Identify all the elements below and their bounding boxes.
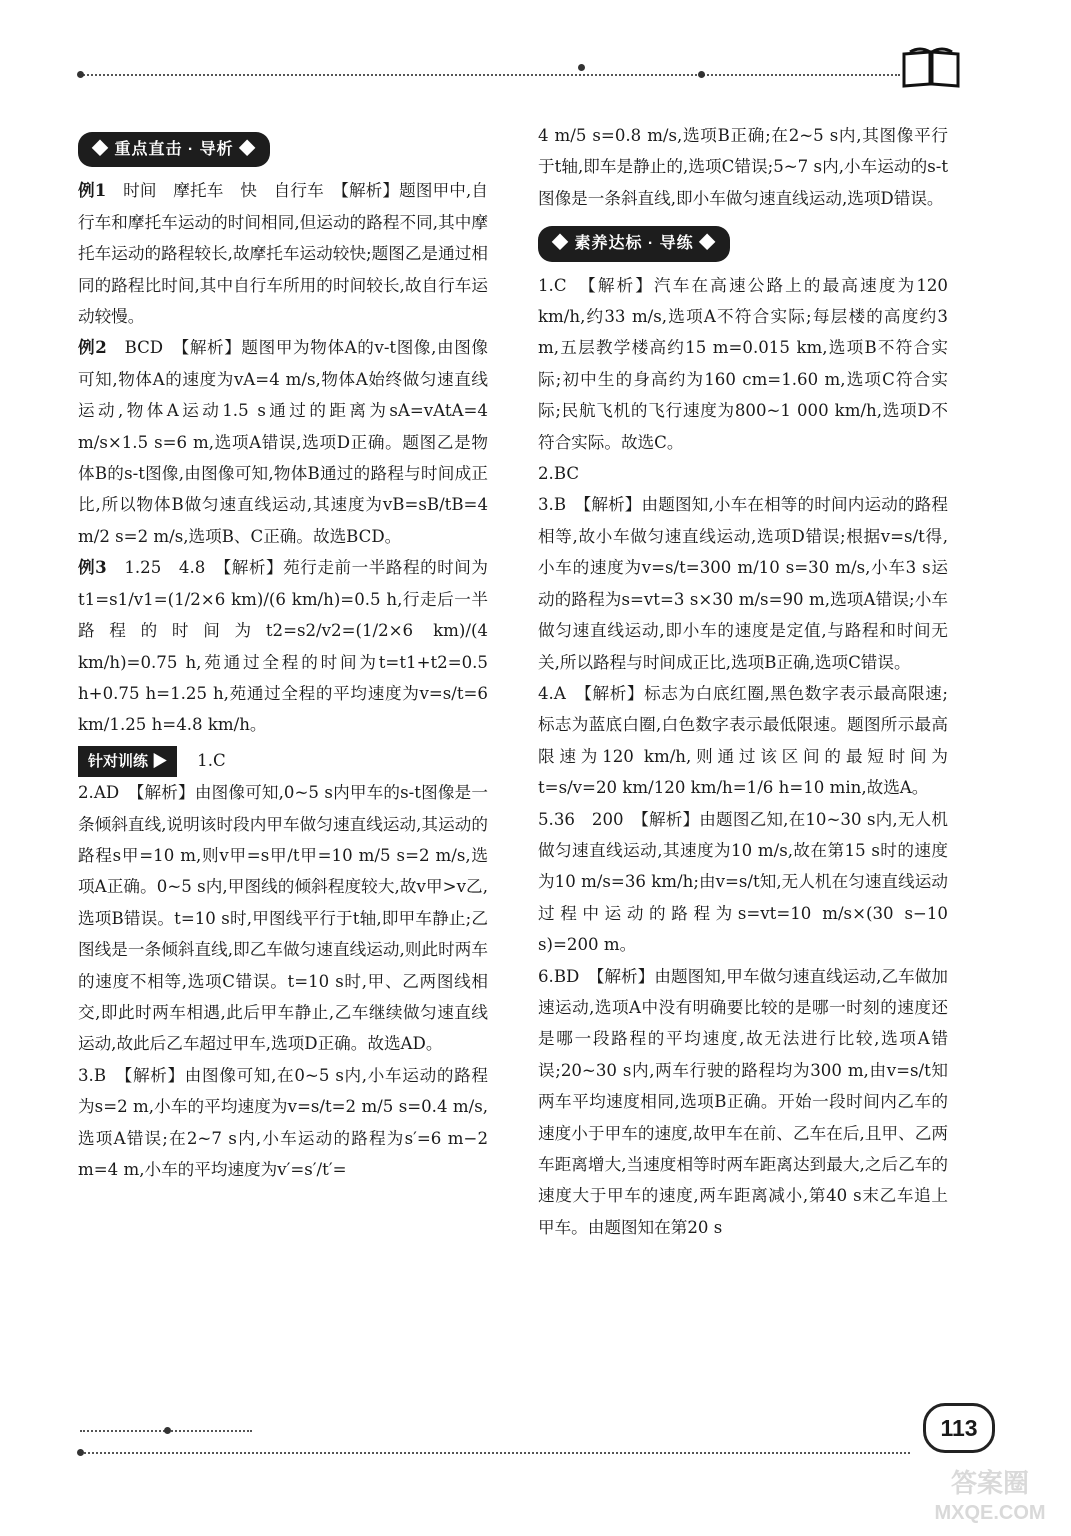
- example-label: 例2: [78, 337, 107, 358]
- practice-item: 3.B 【解析】由图像可知,在0~5 s内,小车运动的路程为s=2 m,小车的平均速度为v=s/t=2 m/5 s=0.4 m/s,选项A错误;在2~7 s内,小车运动的路程为s′=6 m−2 m=4 m,小车的平均速度为v′=s′/t′=: [78, 1065, 488, 1179]
- example-text: 时间 摩托车 快 自行车 【解析】题图甲中,自行车和摩托车运动的时间相同,但运动的路程不同,其中摩托车运动的路程较长,故摩托车运动较快;题图乙是通过相同的路程比时间,其中自行车所用的时间较长,故自行车运动较慢。: [78, 181, 489, 327]
- watermark-line: 答案圈: [950, 1468, 1029, 1498]
- example-text: 1.25 4.8 【解析】苑行走前一半路程的时间为t1=s1/v1=(1/2×6 km)/(6 km/h)=0.5 h,行走后一半路程的时间为t2=s2/v2=(1/2×6 km)/(4 km/h)=0.75 h,苑通过全程的时间为t=t1+t2=0.5 h+0.75 h=1.25 h,苑通过全程的平均速度为v=s/t=6 km/1.25 h=4.8 km/h。: [78, 558, 489, 735]
- bottom-rule-dot: [77, 1449, 84, 1456]
- exercise-item: 1.C 【解析】汽车在高速公路上的最高速度为120 km/h,约33 m/s,选项A不符合实际;每层楼的高度约3 m,五层教学楼高约15 m=0.015 km,选项B不符合实际;初中生的身高约为160 cm=1.60 m,选项C符合实际;民航飞机的飞行速度为800~1 000 km/h,选项D不符合实际。故选C。: [538, 275, 948, 452]
- exercise-item: 4.A 【解析】标志为白底红圈,黑色数字表示最高限速;标志为蓝底白圈,白色数字表示最低限速。题图所示最高限速为120 km/h,则通过该区间的最短时间为t=s/v=20 km/120 km/h=1/6 h=10 min,故选A。: [538, 683, 948, 798]
- bottom-rule-dot: [164, 1427, 171, 1434]
- top-dotted-rule: [80, 74, 900, 76]
- bottom-dotted-rule: [80, 1452, 910, 1454]
- exercise-item: 3.B 【解析】由题图知,小车在相等的时间内运动的路程相等,故小车做匀速直线运动,选项D错误;根据v=s/t得,小车的速度为v=s/t=300 m/10 s=30 m/s,小车3 s运动的路程为s=vt=3 s×30 m/s=90 m,选项A错误;小车做匀速直线运动,即小车的速度是定值,与路程和时间无关,所以路程与时间成正比,选项B正确,选项C错误。: [538, 495, 948, 672]
- practice-heading: [78, 745, 488, 777]
- section-banner-practice: ◆ 素养达标 · 导练 ◆: [538, 226, 730, 261]
- example-1: [78, 175, 488, 332]
- practice-answer-1: 1.C: [197, 750, 226, 770]
- top-rule-dot: [578, 64, 585, 71]
- example-3: [78, 552, 488, 740]
- page-number: 113: [923, 1403, 995, 1453]
- top-rule-dot: [698, 71, 705, 78]
- continued-text: 4 m/5 s=0.8 m/s,选项B正确;在2~5 s内,其图像平行于t轴,即车是静止的,选项C错误;5~7 s内,小车运动的s-t图像是一条斜直线,即小车做匀速直线运动,选项D错误。: [538, 126, 948, 208]
- example-label: 例1: [78, 180, 107, 201]
- exercise-item: 6.BD 【解析】由题图知,甲车做匀速直线运动,乙车做加速运动,选项A中没有明确要比较的是哪一时刻的速度还是哪一段路程的平均速度,故无法进行比较,选项A错误;20~30 s内,两车行驶的路程均为300 m,由v=s/t知两车平均速度相同,选项B正确。开始一段时间内乙车的速度小于甲车的速度,故甲车在前、乙车在后,且甲、乙两车距离增大,当速度相等时两车距离达到最大,之后乙车的速度大于甲车的速度,两车距离减小,第40 s末乙车追上甲车。由题图知在第20 s: [538, 966, 948, 1237]
- practice-tag: 针对训练 ▶: [78, 746, 177, 777]
- watermark-line: MXQE.COM: [934, 1502, 1046, 1524]
- open-book-icon: [900, 44, 962, 90]
- right-column: [538, 120, 948, 1243]
- watermark: [920, 1468, 1060, 1528]
- exercise-item: 5.36 200 【解析】由题图乙知,在10~30 s内,无人机做匀速直线运动,其速度为10 m/s,故在第15 s时的速度为10 m/s=36 km/h;由v=s/t知,无人机在匀速直线运动过程中运动的路程为s=vt=10 m/s×(30 s−10 s)=200 m。: [538, 809, 948, 955]
- practice-item: 2.AD 【解析】由图像可知,0~5 s内甲车的s-t图像是一条倾斜直线,说明该时段内甲车做匀速直线运动,其运动的路程s甲=10 m,则v甲=s甲/t甲=10 m/5 s=2 m/s,选项A正确。0~5 s内,甲图线的倾斜程度较大,故v甲>v乙,选项B错误。t=10 s时,甲图线平行于t轴,即甲车静止;乙图线是一条倾斜直线,即乙车做匀速直线运动,则此时两车的速度不相等,选项C错误。t=10 s时,甲、乙两图线相交,即此时两车相遇,此后甲车静止,乙车继续做匀速直线运动,故此后乙车超过甲车,选项D正确。故选AD。: [78, 783, 488, 1054]
- exercise-item: 2.BC: [538, 464, 580, 484]
- section-banner-key-points: ◆ 重点直击 · 导析 ◆: [78, 132, 270, 167]
- left-column: [78, 120, 488, 1185]
- example-2: [78, 332, 488, 552]
- example-label: 例3: [78, 557, 107, 578]
- example-text: BCD 【解析】题图甲为物体A的v-t图像,由图像可知,物体A的速度为vA=4 m/s,物体A始终做匀速直线运动,物体A运动1.5 s通过的距离为sA=vAtA=4 m/s×1.5 s=6 m,选项A错误,选项D正确。题图乙是物体B的s-t图像,由图像可知,物体B通过的路程与时间成正比,所以物体B做匀速直线运动,其速度为vB=sB/tB=4 m/2 s=2 m/s,选项B、C正确。故选BCD。: [78, 338, 489, 546]
- top-rule-dot: [77, 71, 84, 78]
